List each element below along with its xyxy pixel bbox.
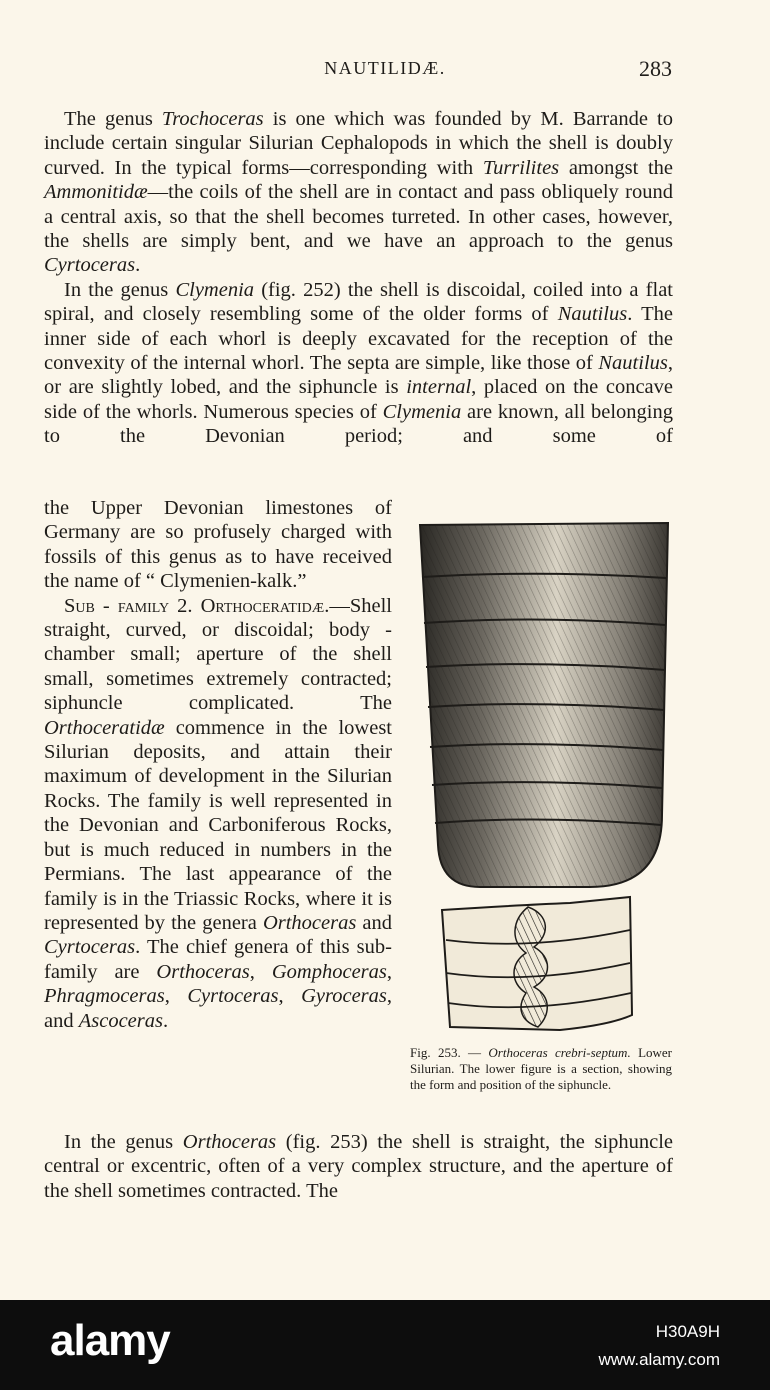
italic-term: Orthoceras: [262, 911, 357, 934]
paragraph-orthoceratidae: Sub - family 2. Orthoceratidæ.—Shell straight, curved, or discoidal; body - chamber small; aperture of the shell small, sometimes extremely contracted; siphuncle complicated. The Orthoceratidæ commence in the lowest Silurian deposits, and attain their maximum of development in the Silurian Rocks. The family is well represented in the Devonian and Carboniferous Rocks, but is much reduced in numbers in the Permians. The last appearance of the family is in the Triassic Rocks, where it is represented by the genera Orthoceras and Cyrtoceras. The chief genera of this sub-family are Orthoceras, Gomphoceras, Phragmoceras, Cyrtoceras, Gyroceras, and Ascoceras.: [44, 594, 393, 1032]
caption-species: Orthoceras crebri-septum.: [488, 1045, 631, 1060]
italic-term: Cyrtoceras: [44, 254, 136, 277]
italic-term: Phragmoceras: [44, 985, 165, 1008]
image-id: H30A9H: [655, 1322, 720, 1341]
caption-description: Lower Silurian. The lower figure is a section, showing the form and position of the siphuncle.: [410, 1045, 672, 1092]
text-block-top: [44, 107, 673, 449]
italic-term: Clymenia: [382, 400, 462, 423]
small-caps-heading: Sub - family 2. Orthoceratidæ.: [64, 594, 330, 617]
text-column-left: [44, 496, 392, 1033]
italic-term: Trochoceras: [161, 108, 264, 130]
italic-term: Gomphoceras: [271, 960, 387, 983]
page-number: 283: [639, 56, 672, 81]
figure-caption: [410, 1045, 672, 1093]
italic-term: Nautilus: [557, 303, 628, 326]
alamy-logo: alamy: [50, 1316, 170, 1365]
italic-term: Clymenia: [175, 278, 255, 301]
shell-section-drawing: [442, 897, 632, 1030]
italic-term: Gyroceras: [301, 985, 387, 1008]
italic-term: Orthoceratidæ: [44, 716, 165, 739]
italic-term: Ascoceras: [78, 1009, 163, 1032]
italic-term: Orthoceras: [156, 960, 250, 983]
italic-term: Cyrtoceras: [44, 936, 136, 959]
italic-term: internal: [406, 376, 472, 399]
paragraph-clymenia-continued: the Upper Devonian limestones of Germany are so profusely charged with fossils of this genus as to have received the name of “ Clymenien-kalk.”: [44, 497, 392, 593]
paragraph-trochoceras: The genus Trochoceras is one which was founded by M. Barrande to include certain singular Silurian Cephalopods in which the shell is doubly curved. In the typical forms—corresponding with Turrilites amongst the Ammonitidæ—the coils of the shell are in contact and pass obliquely round a central axis, so that the shell becomes turreted. In other cases, however, the shells are simply bent, and we have an approach to the genus Cyrtoceras.: [44, 108, 673, 277]
paragraph-orthoceras: In the genus Orthoceras (fig. 253) the shell is straight, the siphuncle central or excentric, often of a very complex structure, and the aperture of the shell sometimes contracted. The: [44, 1131, 673, 1202]
watermark-footer: [0, 1300, 770, 1390]
italic-term: Turrilites: [482, 156, 560, 179]
italic-term: Nautilus: [598, 352, 668, 375]
shell-exterior-drawing: [420, 523, 668, 887]
paragraph-clymenia: In the genus Clymenia (fig. 252) the shell is discoidal, coiled into a flat spiral, and closely resembling some of the older forms of Nautilus. The inner side of each whorl is deeply excavated for the reception of the convexity of the internal whorl. The septa are simple, like those of Nautilus, or are slightly lobed, and the siphuncle is internal, placed on the concave side of the whorls. Numerous species of Clymenia are known, all belonging to the Devonian period; and some of: [44, 278, 673, 448]
italic-term: Ammonitidæ: [44, 181, 148, 204]
site-url: www.alamy.com: [598, 1350, 720, 1369]
text-block-bottom: [44, 1130, 673, 1203]
italic-term: Orthoceras: [182, 1131, 277, 1153]
caption-label: Fig. 253. —: [410, 1045, 489, 1060]
figure-orthoceras: [410, 515, 680, 1040]
italic-term: Cyrtoceras: [187, 985, 279, 1008]
running-header: NAUTILIDÆ.: [324, 58, 446, 78]
orthoceras-illustration: [410, 515, 680, 1035]
